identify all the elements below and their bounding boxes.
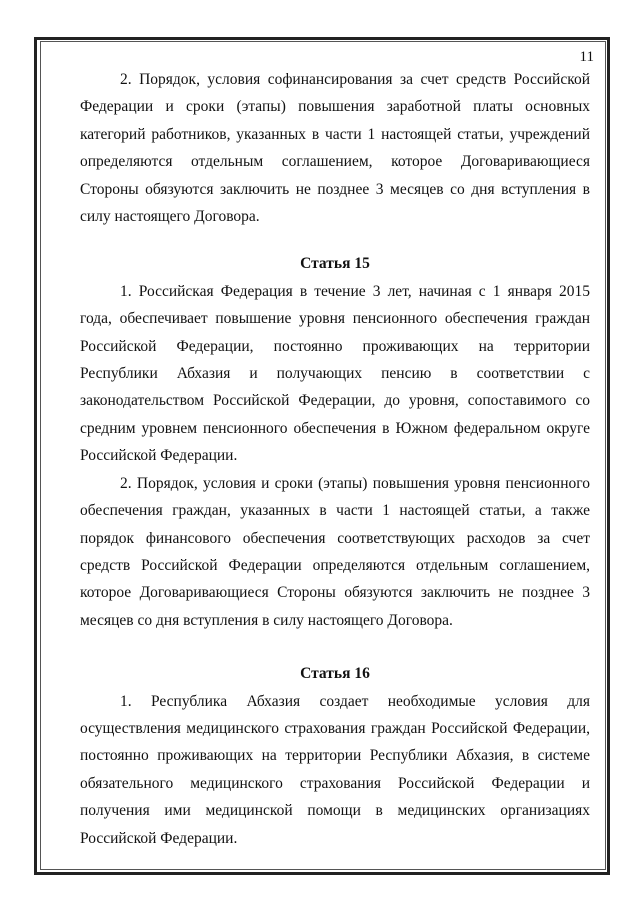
document-body <box>80 66 590 852</box>
article-15-paragraph-2: 2. Порядок, условия и сроки (этапы) повышения уровня пенсионного обеспечения граждан, указанных в части 1 настоящей статьи, а также порядок финансового обеспечения соответствующих расходов за счет средств Российской Федерации определяются отдельным соглашением, которое Договаривающиеся Стороны обязуются заключить не позднее 3 месяцев со дня вступления в силу настоящего Договора. <box>80 474 590 629</box>
article-15-paragraph-1: 1. Российская Федерация в течение 3 лет, начиная с 1 января 2015 года, обеспечивает повышение уровня пенсионного обеспечения граждан Российской Федерации, постоянно проживающих на территории Республики Абхазия и получающих пенсию в соответствии с законодательством Российской Федерации, до уровня, сопоставимого со средним уровнем пенсионного обеспечения в Южном федеральном округе Российской Федерации. <box>80 282 590 465</box>
article-16-paragraph-1: 1. Республика Абхазия создает необходимые условия для осуществления медицинского страхования граждан Российской Федерации, постоянно проживающих на территории Республики Абхазия, в системе обязательного медицинского страхования Российской Федерации и получения ими медицинской помощи в медицинских организациях Российской Федерации. <box>80 692 590 847</box>
article-14-paragraph-2: 2. Порядок, условия софинансирования за счет средств Российской Федерации и сроки (этапы) повышения заработной платы основных категорий работников, указанных в части 1 настоящей статьи, учреждений определяются отдельным соглашением, которое Договаривающиеся Стороны обязуются заключить не позднее 3 месяцев со дня вступления в силу настоящего Договора. <box>80 71 590 226</box>
article-15-heading: Статья 15 <box>300 255 370 273</box>
article-16-heading: Статья 16 <box>300 665 370 683</box>
page-number: 11 <box>579 49 594 65</box>
